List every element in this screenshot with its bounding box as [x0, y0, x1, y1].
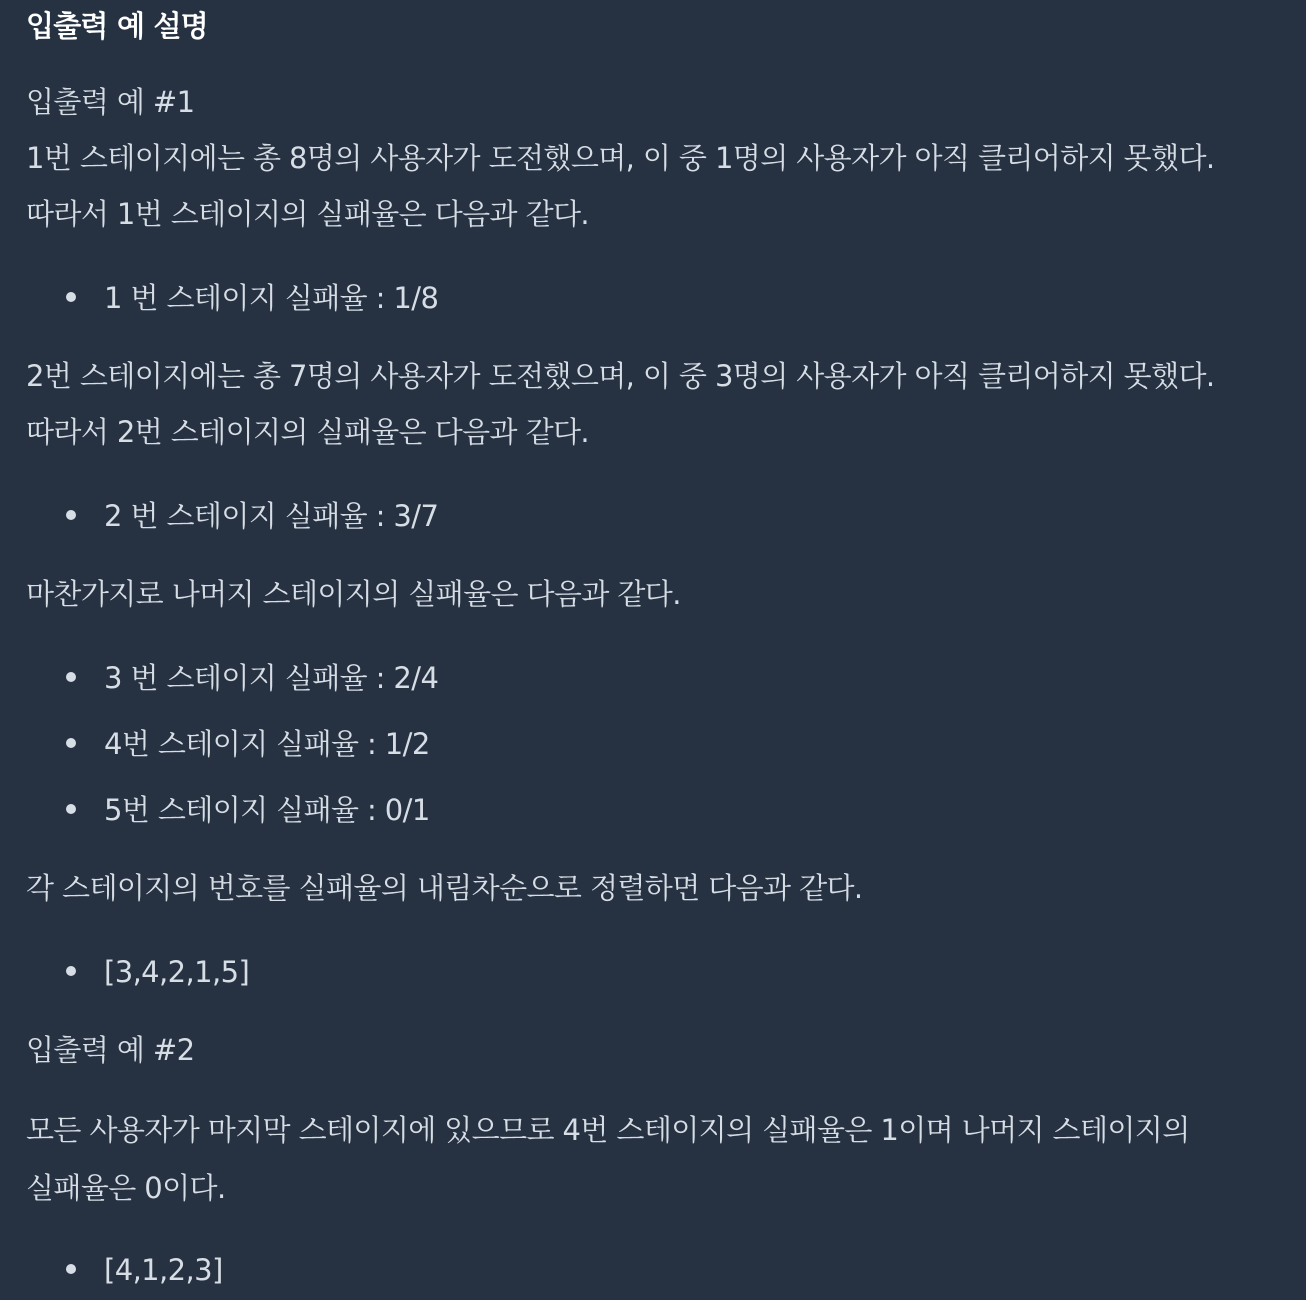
example2-paragraph1-line1: 모든 사용자가 마지막 스테이지에 있으므로 4번 스테이지의 실패율은 1이며 나머지 스테이지의	[26, 1113, 1190, 1147]
example1-title: 입출력 예 #1	[26, 85, 195, 119]
bullet-icon	[66, 804, 76, 814]
example1-paragraph1-line1: 1번 스테이지에는 총 8명의 사용자가 도전했으며, 이 중 1명의 사용자가 아직 클리어하지 못했다.	[26, 141, 1215, 175]
example1-paragraph3: 마찬가지로 나머지 스테이지의 실패율은 다음과 같다.	[26, 577, 681, 611]
list-item-text: 3 번 스테이지 실패율 : 2/4	[104, 661, 439, 695]
list-item	[66, 280, 438, 316]
bullet-icon	[66, 1264, 76, 1274]
section-title: 입출력 예 설명	[26, 9, 208, 43]
example2-paragraph1-line2: 실패율은 0이다.	[26, 1171, 226, 1205]
list-item	[66, 660, 438, 696]
bullet-icon	[66, 966, 76, 976]
example1-paragraph4: 각 스테이지의 번호를 실패율의 내림차순으로 정렬하면 다음과 같다.	[26, 871, 863, 905]
bullet-icon	[66, 292, 76, 302]
list-item	[66, 726, 430, 762]
result-text: [4,1,2,3]	[104, 1253, 223, 1287]
list-item	[66, 792, 430, 828]
example1-paragraph2-line2: 따라서 2번 스테이지의 실패율은 다음과 같다.	[26, 415, 590, 449]
example1-paragraph2-line1: 2번 스테이지에는 총 7명의 사용자가 도전했으며, 이 중 3명의 사용자가 아직 클리어하지 못했다.	[26, 359, 1215, 393]
bullet-icon	[66, 738, 76, 748]
result-text: [3,4,2,1,5]	[104, 955, 250, 989]
bullet-icon	[66, 510, 76, 520]
list-item-text: 2 번 스테이지 실패율 : 3/7	[104, 499, 439, 533]
list-item	[66, 1252, 223, 1288]
example2-title: 입출력 예 #2	[26, 1033, 195, 1067]
list-item-text: 1 번 스테이지 실패율 : 1/8	[104, 281, 439, 315]
list-item	[66, 498, 438, 534]
example1-paragraph1-line2: 따라서 1번 스테이지의 실패율은 다음과 같다.	[26, 197, 590, 231]
bullet-icon	[66, 672, 76, 682]
list-item	[66, 954, 249, 990]
list-item-text: 5번 스테이지 실패율 : 0/1	[104, 793, 430, 827]
list-item-text: 4번 스테이지 실패율 : 1/2	[104, 727, 430, 761]
